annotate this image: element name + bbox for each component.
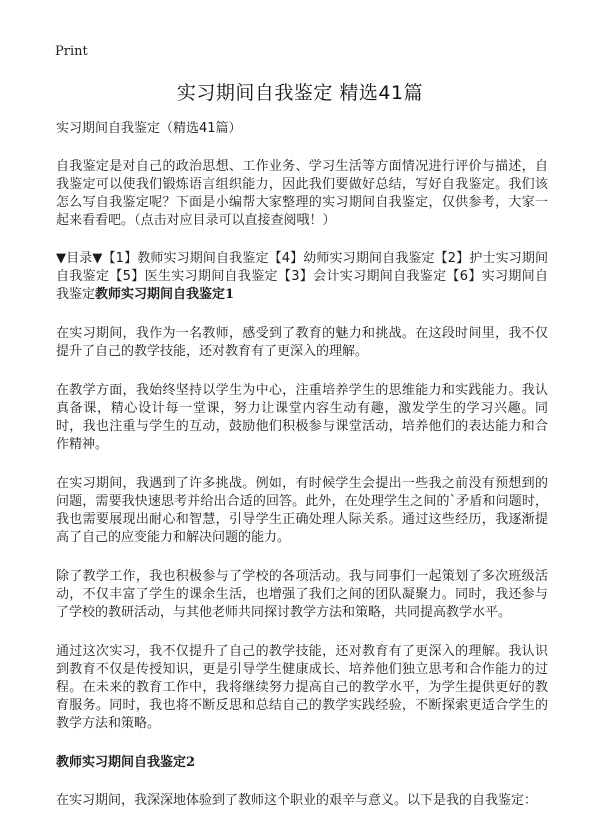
toc-item-kindergarten[interactable]: 【4】幼师实习期间自我鉴定 — [268, 251, 435, 266]
body-paragraph: 在实习期间，我深深地体验到了教师这个职业的艰辛与意义。以下是我的自我鉴定： — [56, 793, 538, 808]
toc-item-teacher[interactable]: 【1】教师实习期间自我鉴定 — [102, 251, 269, 266]
document-body — [56, 120, 548, 810]
section-heading-2: 教师实习期间自我鉴定2 — [56, 755, 196, 770]
section-heading-1: 教师实习期间自我鉴定1 — [95, 287, 235, 302]
body-paragraph: 除了教学工作，我也积极参与了学校的各项活动。我与同事们一起策划了多次班级活动，不仅丰富了学生的课余生活，也增强了我们之间的团队凝聚力。同时，我还参与了学校的教研活动，与其他老师共同探讨教学方法和策略，共同提高教学水平。 — [56, 569, 548, 620]
toc-item-accounting[interactable]: 【3】会计实习期间自我鉴定 — [277, 269, 447, 284]
page-title: 实习期间自我鉴定 精选41篇 — [176, 82, 424, 104]
toc-item-doctor[interactable]: 【5】医生实习期间自我鉴定 — [109, 269, 278, 284]
body-paragraph: 通过这次实习，我不仅提升了自己的教学技能，还对教育有了更深入的理解。我认识到教育不仅是传授知识，更是引导学生健康成长、培养他们独立思考和合作能力的过程。在未来的教育工作中，我将继续努力提高自己的教学水平，为学生提供更好的教育服务。同时，我也将不断反思和总结自己的教学实践经验，不断探索更适合学生的教学方法和策略。 — [56, 644, 548, 731]
intro-paragraph: 自我鉴定是对自己的政治思想、工作业务、学习生活等方面情况进行评价与描述，自我鉴定可以使我们锻炼语言组织能力，因此我们要做好总结，写好自我鉴定。我们该怎么写自我鉴定呢？下面是小编帮大家整理的实习期间自我鉴定，仅供参考，大家一起来看看吧。（点击对应目录可以直接查阅哦！） — [56, 159, 548, 228]
body-paragraph: 在教学方面，我始终坚持以学生为中心，注重培养学生的思维能力和实践能力。我认真备课，精心设计每一堂课，努力让课堂内容生动有趣，激发学生的学习兴趣。同时，我也注重与学生的互动，鼓励他们积极参与课堂活动，培养他们的表达能力和合作精神。 — [56, 383, 548, 452]
body-paragraph: 在实习期间，我作为一名教师，感受到了教育的魅力和挑战。在这段时间里，我不仅提升了自己的教学技能，还对教育有了更深入的理解。 — [56, 326, 548, 359]
print-link[interactable]: Print — [55, 44, 88, 59]
document-subtitle: 实习期间自我鉴定（精选41篇） — [56, 121, 242, 136]
body-paragraph: 在实习期间，我遇到了许多挑战。例如，有时候学生会提出一些我之前没有预想到的问题，需要我快速思考并给出合适的回答。此外，在处理学生之间的`矛盾和问题时，我也需要展现出耐心和智慧，引导学生正确处理人际关系。通过这些经历，我逐渐提高了自己的应变能力和解决问题的能力。 — [56, 476, 548, 545]
toc-label: ▼目录▼ — [56, 251, 103, 266]
toc-item-general[interactable]: 【6】实习期间自我鉴定 — [56, 269, 548, 302]
table-of-contents — [56, 250, 548, 304]
toc-item-nurse[interactable]: 【2】护士实习期间自我鉴定 — [56, 251, 548, 284]
